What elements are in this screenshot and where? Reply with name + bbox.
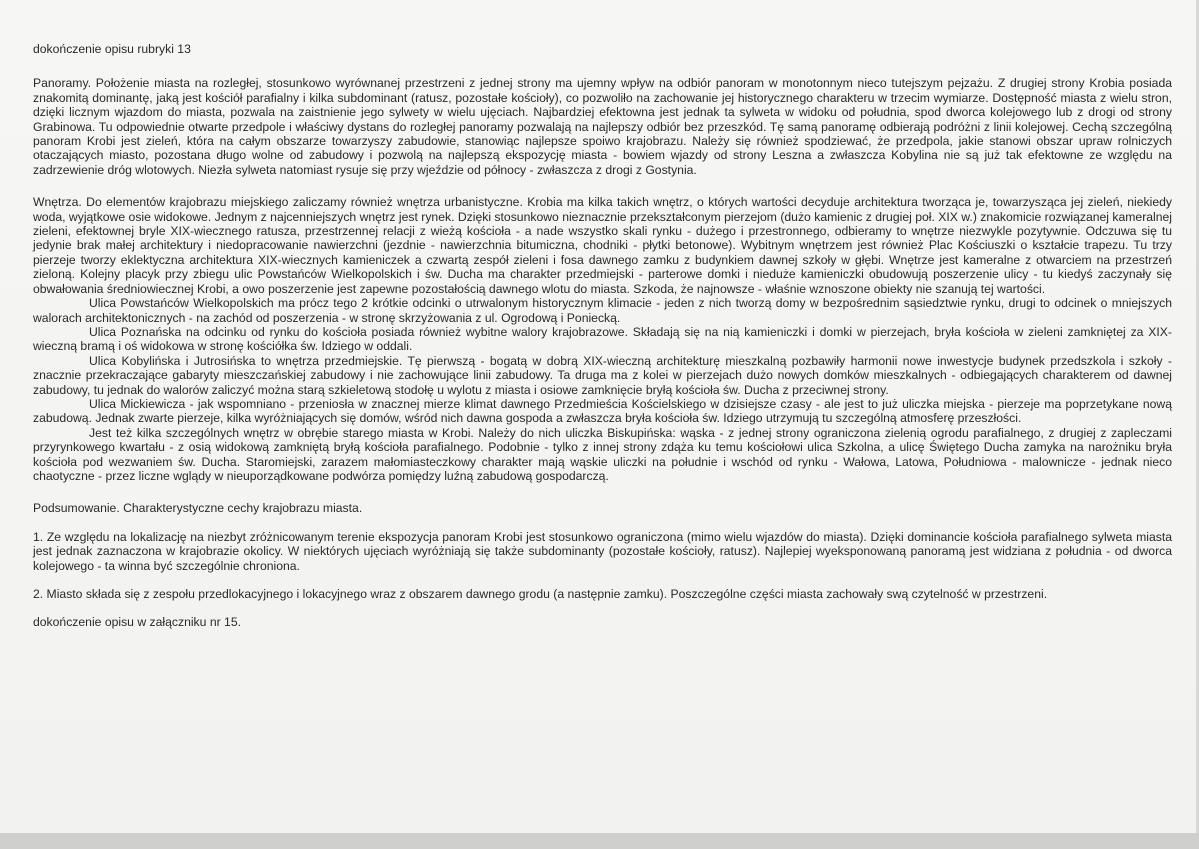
scan-edge-bottom [0, 833, 1199, 849]
footer-note: dokończenie opisu w załączniku nr 15. [33, 615, 241, 630]
summary-heading: Podsumowanie. Charakterystyczne cechy krajobrazu miasta. [33, 501, 363, 516]
wnetrza-paragraph: Wnętrza. Do elementów krajobrazu miejskiego zaliczamy również wnętrza urbanistyczne. Krobia ma kilka takich wnętrz, o których wartości decyduje architektura tworząca je, towarzysząca jej zieleń, niekiedy woda, wyjątkowe osie widokowe. Jednym z najcenniejszych wnętrz jest rynek. Dzięki stosunkowo nieznacznie przekształconym pierzejom (dużo kamienic z drugiej poł. XIX w.) znakomicie rozwiązanej kameralnej zieleni, efektownej bryle XIX-wiecznego ratusza, przestrzennej relacji z wieżą kościoła - a nade wszystko skali rynku - dużego i przestronnego, odbieramy to wnętrze niezwykle pozytywnie. Odczuwa się tu jedynie brak małej architektury i niedopracowanie nawierzchni (jezdnie - nawierzchnia bitumiczna, chodniki - płytki betonowe). Wybitnym wnętrzem jest również Plac Kościuszki o kształcie trapezu. Tu trzy pierzeje tworzy eklektyczna architektura XIX-wiecznych kamieniczek a czwartą zespół zieleni i fosa dawnego zamku z budynkiem dawnej szkoły w głębi. Wnętrze jest kameralne z otwarciem na przestrzeń zieloną. Kolejny placyk przy zbiegu ulic Powstańców Wielkopolskich i św. Ducha ma charakter przedmiejski - parterowe domki i nieduże kamieniczki obudowują poszerzenie ulicy - tu kiedyś zaczynały się obwałowania średniowiecznej Krobi, a owo poszerzenie jest zapewne pozostałością dawnego wlotu do miasta. Szkoda, że najnowsze - właśnie wznoszone obiekty nie szanują tej wartości. [33, 195, 1172, 296]
wnetrza-paragraph-kobylinska: Ulica Kobylińska i Jutrosińska to wnętrza przedmiejskie. Tę pierwszą - bogatą w dobrą XIX-wieczną architekturę mieszkalną pozbawiły harmonii nowe inwestycje budynek przedszkola i szkoły - znacznie przekraczające gabaryty mieszczańskiej zabudowy i nie zachowujące linii zabudowy. Ta druga ma z kolei w pierzejach dużo nowych domków mieszkalnych - odbiegających charakterem od dawnej zabudowy, tu jednak do walorów zaliczyć można starą szkieletową stodołę u wylotu z miasta i osiowe zamknięcie bryłą kościoła św. Ducha z przeciwnej strony. [33, 353, 1172, 397]
wnetrza-paragraph-powstancow: Ulica Powstańców Wielkopolskich ma prócz tego 2 krótkie odcinki o utrwalonym historycznym klimacie - jeden z nich tworzą domy w bezpośrednim sąsiedztwie rynku, drugi to odcinek o mniejszych walorach architektonicznych - na zachód od poszerzenia - w stronę skrzyżowania z ul. Ogrodową i Poniecką. [33, 296, 1172, 325]
wnetrza-paragraph-mickiewicza: Ulica Mickiewicza - jak wspomniano - przeniosła w znacznej mierze klimat dawnego Przedmieścia Kościelskiego w dzisiejsze czasy - ale jest to już uliczka miejska - pierzeje ma poprzetykane nową zabudową. Jednak zwarte pierzeje, kilka wyróżniających się domów, wśród nich dawna gospoda a zwłaszcza bryła kościoła św. Idziego utrzymują tu szczególną atmosferę przeszłości. [33, 396, 1172, 426]
spacer [33, 483, 1172, 501]
panoramy-paragraph: Panoramy. Położenie miasta na rozległej, stosunkowo wyrównanej przestrzeni z jednej strony ma ujemny wpływ na odbiór panoram w monotonnym nieco tutejszym pejzażu. Z drugiej strony Krobia posiada znakomitą dominantę, jaką jest kościół parafialny i kilka subdominant (ratusz, pozostałe kościoły), co pozwoliło na zachowanie jej historycznego charakteru w trzecim wymiarze. Dostępność miasta z wielu stron, dzięki licznym wjazdom do miasta, pozwala na zaistnienie jego sylwety w wielu ujęciach. Najbardziej efektowna jest jednak ta sylweta w widoku od południa, spod dworca kolejowego lub z drogi od strony Grabinowa. Tu odpowiednie otwarte przedpole i właściwy dystans do rozległej panoramy pozwalają na najlepszy odbiór bez przeszkód. Tę samą panoramę odbierają podróżni z linii kolejowej. Cechą szczególną panoram Krobi jest zieleń, która na całym obszarze towarzyszy zabudowie, stanowiąc najlepsze spoiwo krajobrazu. Należy się również spodziewać, że przedpola, jakie stanowi obszar upraw rolniczych otaczających miasto, pozostana długo wolne od zabudowy i pozwolą na najlepszą ekspozycję miasta - bowiem wjazdy od strony Leszna a zwłaszcza Kobylina nie są już tak efektowne ze względu na zadrzewienie dróg wlotowych. Niezła sylweta natomiast rysuje się przy wjeździe od północy - zwłaszcza z drogi z Gostynia. [33, 76, 1172, 177]
spacer [33, 56, 1172, 76]
spacer [33, 573, 1172, 587]
wnetrza-paragraph-poznanska: Ulica Poznańska na odcinku od rynku do kościoła posiada również wybitne walory krajobrazowe. Składają się na nią kamieniczki i domki w pierzejach, bryła kościoła w zieleni zamkniętej za XIX-wieczną bramą i oś widokowa w stronę kościółka św. Idziego w oddali. [33, 324, 1172, 354]
wnetrza-paragraph-stare-miasto: Jest też kilka szczególnych wnętrz w obrębie starego miasta w Krobi. Należy do nich uliczka Biskupińska: wąska - z jednej strony ograniczona zielenią ogrodu parafialnego, z drugiej z zapleczami przyrynkowego kwartału - z osią widokową zamkniętą bryłą kościoła parafialnego. Podobnie - tylko z innej strony zdąża ku temu kościołowi ulica Szkolna, a ulicę Świętego Ducha zamyka na narożniku bryła kościoła pod wezwaniem św. Ducha. Staromiejski, zarazem małomiasteczkowy charakter mają wąskie uliczki na południe i wschód od rynku - Wałowa, Latowa, Południowa - malownicze - jednak nieco chaotyczne - przez liczne wglądy w nieuporządkowane podwórza pomiędzy luźną zabudową gospodarczą. [33, 425, 1172, 483]
section-header: dokończenie opisu rubryki 13 [33, 42, 191, 56]
spacer [33, 516, 1172, 530]
summary-point-1: 1. Ze względu na lokalizację na niezbyt zróżnicowanym terenie ekspozycja panoram Krobi jest stosunkowo ograniczona (mimo wielu wjazdów do miasta). Dzięki dominancie kościoła parafialnego sylweta miasta jest jednak zaznaczona w krajobrazie okolicy. W niektórych ujęciach wyróżniają się także subdominanty (pozostałe kościoły, ratusz). Najlepiej wyeksponowaną panoramą jest widziana z południa - od dworca kolejowego - ta winna być szczególnie chroniona. [33, 529, 1172, 573]
summary-point-2: 2. Miasto składa się z zespołu przedlokacyjnego i lokacyjnego wraz z obszarem dawnego grodu (a następnie zamku). Poszczególne części miasta zachowały swą czytelność w przestrzeni. [33, 587, 1048, 601]
spacer [33, 177, 1172, 195]
spacer [33, 601, 1172, 615]
